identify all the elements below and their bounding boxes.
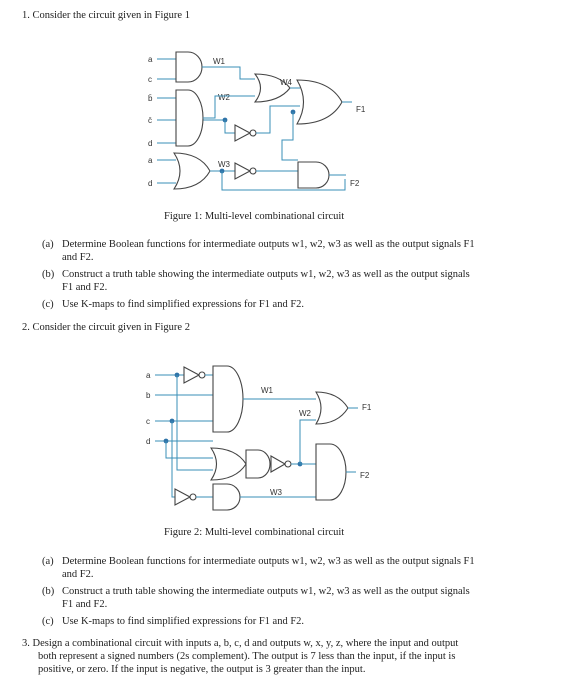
fig2-a-tap — [177, 375, 213, 470]
q1-part-b-line2: F1 and F2. — [62, 282, 108, 293]
q2-part-c-line1: Use K-maps to find simplified expressions for F1 and F2. — [62, 616, 305, 627]
q3-line-1: 3. Design a combinational circuit with inputs a, b, c, d and outputs w, x, y, z, where the input and output — [22, 638, 459, 649]
fig1-input-c: c — [148, 75, 152, 84]
fig1-input-a-2: a — [148, 156, 153, 165]
q2-heading: 2. Consider the circuit given in Figure 2 — [22, 322, 190, 333]
fig2-d-tap — [166, 441, 213, 458]
fig2-and-gate-f2 — [316, 444, 346, 500]
q2-part-b-line2: F1 and F2. — [62, 599, 108, 610]
q2-part-c-label: (c) — [42, 616, 54, 627]
fig2-or-gate-2 — [211, 448, 246, 480]
fig2-output-f2: F2 — [360, 471, 370, 480]
figure-2-caption: Figure 2: Multi-level combinational circuit — [164, 527, 345, 538]
fig1-output-f1: F1 — [356, 105, 366, 114]
fig2-wire-label-w2: W2 — [299, 409, 311, 418]
q1-part-a-line1: Determine Boolean functions for intermediate outputs w1, w2, w3 as well as the output signals F1 — [62, 239, 475, 250]
fig2-input-b: b — [146, 391, 151, 400]
fig2-input-a: a — [146, 371, 151, 380]
q3-line-2: both represent a signed numbers (2s complement). The output is 7 less than the input, if the input is — [38, 651, 456, 662]
q1-part-c-label: (c) — [42, 299, 54, 310]
fig1-wire-label-w2: W2 — [218, 93, 230, 102]
q2-part-b-line1: Construct a truth table showing the intermediate outputs w1, w2, w3 as well as the output signals — [62, 586, 470, 597]
fig2-and-gate-w3 — [213, 484, 240, 510]
q1-part-b-label: (b) — [42, 269, 55, 280]
fig1-output-f2: F2 — [350, 179, 360, 188]
fig1-input-d: d — [148, 139, 153, 148]
fig2-c-tap — [172, 421, 175, 497]
q2-part-a-line2: and F2. — [62, 569, 94, 580]
q1-part-b-line1: Construct a truth table showing the intermediate outputs w1, w2, w3 as well as the output signals — [62, 269, 470, 280]
q2-part-b-label: (b) — [42, 586, 55, 597]
fig2-output-f1: F1 — [362, 403, 372, 412]
q2-part-a-line1: Determine Boolean functions for intermediate outputs w1, w2, w3 as well as the output signals F1 — [62, 556, 475, 567]
fig2-wire-label-w1: W1 — [261, 386, 273, 395]
q1-part-a-label: (a) — [42, 239, 54, 250]
fig1-input-a: a — [148, 55, 153, 64]
fig1-input-d-2: d — [148, 179, 153, 188]
fig1-input-c-bar: c̄ — [148, 116, 152, 125]
q2-part-a-label: (a) — [42, 556, 54, 567]
q1-heading: 1. Consider the circuit given in Figure 1 — [22, 10, 190, 21]
fig1-wire-label-w4: W4 — [280, 78, 292, 87]
q3-line-3: positive, or zero. If the input is negative, the output is 3 greater than the input. — [38, 664, 366, 675]
fig2-and-gate-3 — [246, 450, 270, 478]
fig1-wire-label-w1: W1 — [213, 57, 225, 66]
fig2-not-gate-2 — [271, 456, 285, 472]
fig1-wire-label-w3: W3 — [218, 160, 230, 169]
fig2-and-gate-1 — [213, 366, 243, 432]
fig2-or-gate-w2 — [316, 392, 348, 424]
fig1-input-b-bar: b̄ — [148, 94, 153, 103]
fig2-input-c: c — [146, 417, 150, 426]
q1-part-a-line2: and F2. — [62, 252, 94, 263]
q1-part-c-line1: Use K-maps to find simplified expressions for F1 and F2. — [62, 299, 305, 310]
fig2-not-gate-a — [184, 367, 199, 383]
fig2-input-d: d — [146, 437, 151, 446]
fig2-not-gate-c — [175, 489, 190, 505]
fig2-wire-label-w3: W3 — [270, 488, 282, 497]
fig2-to-w2 — [300, 420, 316, 464]
figure-1-caption: Figure 1: Multi-level combinational circuit — [164, 211, 345, 222]
